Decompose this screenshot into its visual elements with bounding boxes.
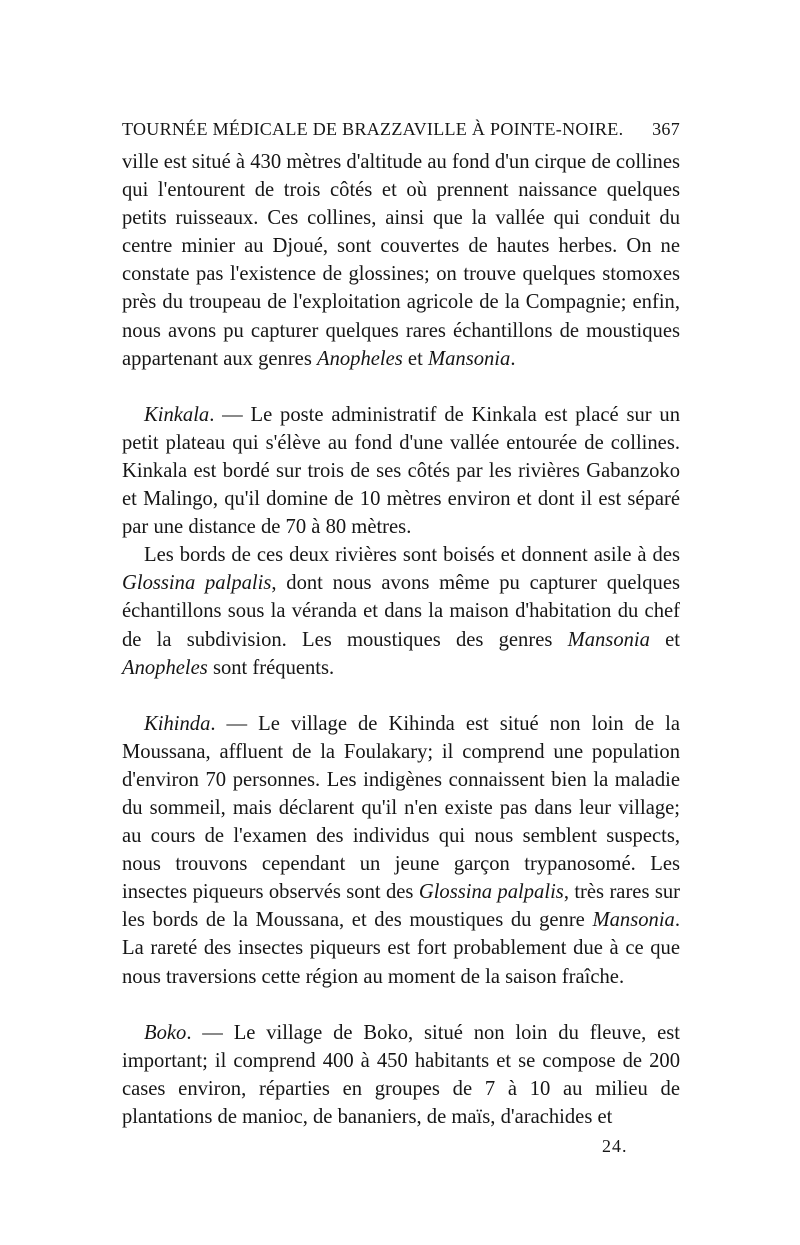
genus-name: Anopheles <box>316 347 403 370</box>
paragraph-kinkala-rivers: Les bords de ces deux rivières sont boisés et donnent asile à des Glossina palpalis, dont nous avons même pu capturer quelques échantillons sous la véranda et dans la maison d'habitation du chef de la subdivision. Les moustiques des genres Mansonia et Anopheles sont fréquents. <box>122 544 681 679</box>
genus-name: Anopheles <box>122 656 208 679</box>
species-name: Glossina palpalis <box>418 881 564 904</box>
place-heading-kihinda: Kihinda <box>144 712 211 735</box>
running-header <box>122 118 680 148</box>
running-title: TOURNÉE MÉDICALE DE BRAZZAVILLE À POINTE-NOIRE. <box>122 119 624 139</box>
genus-name: Mansonia <box>567 628 650 651</box>
body-text <box>122 148 680 1131</box>
paragraph-boko: Boko. — Le village de Boko, situé non loin du fleuve, est important; il comprend 400 à 450 habitants et se compose de 200 cases environ, réparties en groupes de 7 à 10 au milieu de plantations de manioc, de bananiers, de maïs, d'arachides et <box>122 1021 680 1128</box>
place-heading-boko: Boko <box>144 1021 187 1044</box>
paragraph-continuation: ville est situé à 430 mètres d'altitude au fond d'un cirque de collines qui l'entourent de trois côtés et où prennent naissance quelques petits ruisseaux. Ces collines, ainsi que la vallée qui conduit du centre minier au Djoué, sont couvertes de hautes herbes. On ne constate pas l'existence de glossines; on trouve quelques stomoxes près du troupeau de l'exploitation agricole de la Compagnie; enfin, nous avons pu capturer quelques rares échantillons de moustiques appartenant aux genres Anopheles et Mansonia. <box>122 151 680 370</box>
genus-name: Mansonia <box>592 909 675 932</box>
place-heading-kinkala: Kinkala <box>144 403 210 426</box>
printer-signature: 24. <box>602 1136 628 1156</box>
book-page <box>122 118 680 1131</box>
genus-name: Mansonia <box>427 347 511 370</box>
species-name: Glossina palpalis <box>122 572 272 595</box>
paragraph-kihinda: Kihinda. — Le village de Kihinda est situé non loin de la Moussana, affluent de la Foulakary; il comprend une population d'environ 70 personnes. Les indigènes connaissent bien la maladie du sommeil, mais déclarent qu'il n'en existe pas dans leur village; au cours de l'examen des individus qui nous semblent suspects, nous trouvons cependant un jeune garçon trypanosomé. Les insectes piqueurs observés sont des Glossina palpalis, très rares sur les bords de la Moussana, et des moustiques du genre Mansonia. La rareté des insectes piqueurs est fort probablement due à ce que nous traversions cette région au moment de la saison fraîche. <box>122 712 680 988</box>
paragraph-kinkala: Kinkala. — Le poste administratif de Kinkala est placé sur un petit plateau qui s'élève au fond d'une vallée entourée de collines. Kinkala est bordé sur trois de ses côtés par les rivières Gabanzoko et Malingo, qu'il domine de 10 mètres environ et dont il est séparé par une distance de 70 à 80 mètres. <box>122 403 680 539</box>
page-number: 367 <box>652 119 680 139</box>
